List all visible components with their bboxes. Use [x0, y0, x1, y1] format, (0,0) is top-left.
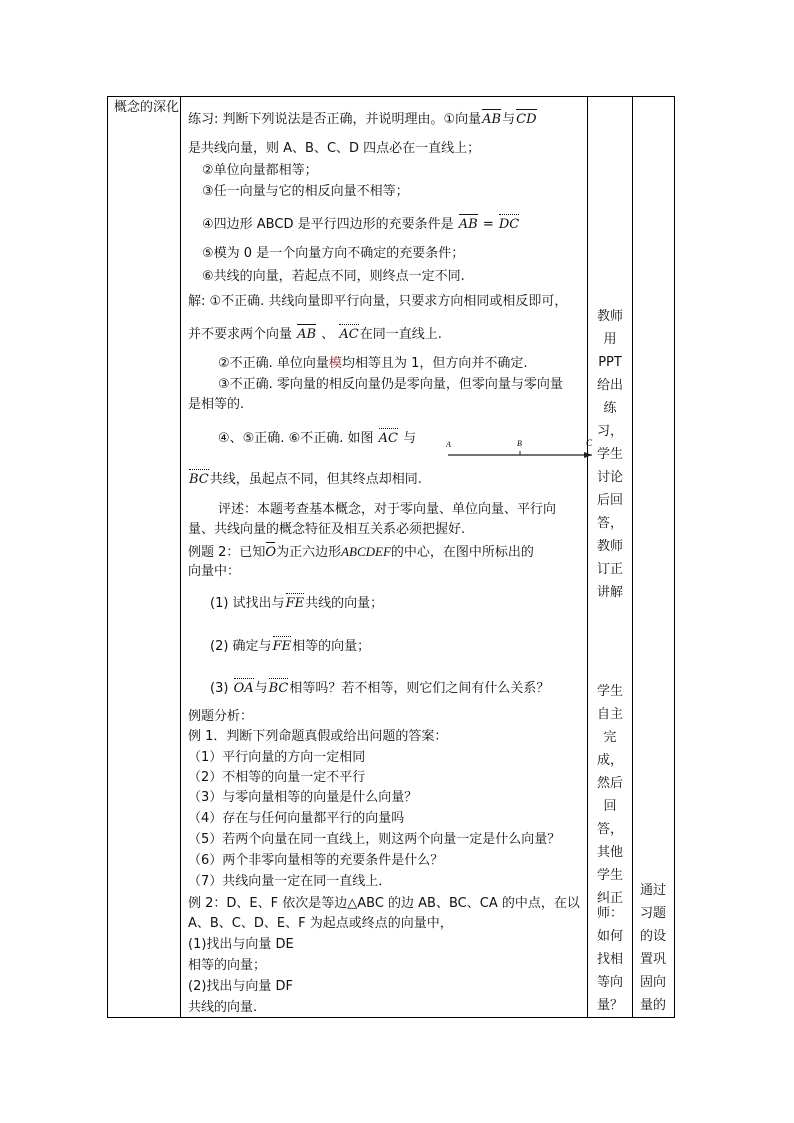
solution-line-2: 并不要求两个向量 AB 、 AC在同一直线上.	[188, 327, 442, 342]
highlight-text: 模	[328, 356, 342, 371]
lesson-table	[107, 96, 675, 1018]
point-a-label: A	[446, 440, 451, 449]
exercise-statement-3: ③任一向量与它的相反向量不相等；	[202, 184, 409, 199]
example2-question-1: (1) 试找出与FE共线的向量；	[210, 596, 384, 611]
vector-oa: OA	[233, 681, 254, 696]
teacher-note-2: 学生 自主 完成， 然后 回答， 其他 学生 纠正	[596, 684, 623, 906]
exercise-statement-5: ⑤模为 0 是一个向量方向不确定的充要条件；	[202, 246, 465, 261]
exercise-statement-6: ⑥共线的向量，若起点不同，则终点一定不同.	[202, 269, 465, 284]
solution-line-3: ②不正确. 单位向量模均相等且为 1，但方向并不确定.	[218, 356, 528, 371]
row-title: 概念的深化	[114, 100, 180, 115]
content-column	[188, 97, 593, 1017]
analysis-example-2: 例 2：D、E、F 依次是等边△ABC 的边 AB、BC、CA 的中点，在以	[188, 896, 580, 911]
analysis-item: （2）不相等的向量一定不平行	[188, 770, 366, 785]
vector-ac: AC	[378, 431, 398, 446]
collinear-vectors-figure	[446, 433, 598, 463]
exercise-statement-4: ④四边形 ABCD 是平行四边形的充要条件是 AB = DC	[202, 217, 520, 232]
analysis-item: （1）平行向量的方向一定相同	[188, 750, 366, 765]
analysis-example-2-line: 相等的向量；	[188, 958, 267, 973]
arrow-head	[584, 452, 592, 458]
point-b-label: B	[517, 439, 522, 448]
point-c-label: C	[586, 438, 593, 448]
solution-line-5: 是相等的.	[188, 397, 245, 412]
column-divider	[587, 97, 588, 1017]
comment-line-2: 量、共线向量的概念特征及相互关系必须把握好.	[188, 522, 466, 537]
exercise-line-2: 是共线向量，则 A、B、C、D 四点必在一直线上；	[188, 141, 481, 156]
vector-dc: DC	[498, 217, 520, 232]
purpose-note: 通过 习题 的设 置巩 固向 量的	[639, 883, 666, 1013]
column-divider	[632, 97, 633, 1017]
example2-question-3: (3) OA与BC相等吗？若不相等，则它们之间有什么关系？	[210, 681, 550, 696]
example2-line-1: 例题 2：已知O为正六边形ABCDEF的中心，在图中所标出的	[188, 544, 534, 560]
teacher-note-3: 师： 如何 找相 等向 量？	[596, 906, 623, 1013]
analysis-item: （5）若两个向量在同一直线上，则这两个向量一定是什么向量？	[188, 832, 561, 847]
analysis-item: （6）两个非零向量相等的充要条件是什么？	[188, 853, 444, 868]
solution-line-6: ④、⑤正确. ⑥不正确. 如图 AC 与	[218, 431, 417, 446]
analysis-example-2-line: 共线的向量.	[188, 1000, 258, 1015]
analysis-example-2-line: (2)找出与向量 DF	[188, 979, 294, 994]
analysis-item: （3）与零向量相等的向量是什么向量？	[188, 790, 418, 805]
comment-line-1: 评述：本题考查基本概念，对于零向量、单位向量、平行向	[218, 502, 557, 517]
vector-ab: AB	[482, 112, 502, 127]
vector-ab: AB	[297, 327, 317, 342]
vector-bc: BC	[268, 681, 289, 696]
analysis-item: （7）共线向量一定在同一直线上．	[188, 874, 392, 889]
solution-line-1: 解: ①不正确. 共线向量即平行向量，只要求方向相同或相反即可，	[188, 294, 568, 309]
example2-line-2: 向量中：	[188, 564, 241, 579]
solution-line-4: ③不正确. 零向量的相反向量仍是零向量，但零向量与零向量	[218, 377, 563, 392]
solution-line-7: BC共线，虽起点不同，但其终点却相同.	[189, 472, 422, 487]
vector-fe: FE	[285, 596, 305, 611]
example2-question-2: (2) 确定与FE相等的向量；	[210, 639, 371, 654]
teacher-note-1: 教师 用 PPT 给出 练习， 学生 讨论 后回 答， 教师 订正 讲解	[596, 309, 623, 600]
vector-ab: AB	[458, 217, 478, 232]
exercise-statement-2: ②单位向量都相等；	[202, 163, 318, 178]
exercise-intro: 练习: 判断下列说法是否正确，并说明理由。	[188, 112, 444, 127]
column-divider	[180, 97, 181, 1017]
exercise-line-1: 练习: 判断下列说法是否正确，并说明理由。①向量AB与CD	[188, 112, 537, 127]
analysis-example-2-line: A、B、C、D、E、F 为起点或终点的向量中，	[188, 916, 453, 931]
analysis-title: 例题分析：	[188, 709, 254, 724]
analysis-example-1: 例 1．判断下列命题真假或给出问题的答案：	[188, 729, 448, 744]
analysis-item: （4）存在与任何向量都平行的向量吗	[188, 811, 405, 826]
vector-ac: AC	[339, 327, 359, 342]
vector-cd: CD	[516, 112, 537, 127]
analysis-example-2-line: (1)找出与向量 DE	[188, 937, 294, 952]
vector-bc: BC	[189, 472, 209, 487]
vector-fe: FE	[272, 639, 292, 654]
